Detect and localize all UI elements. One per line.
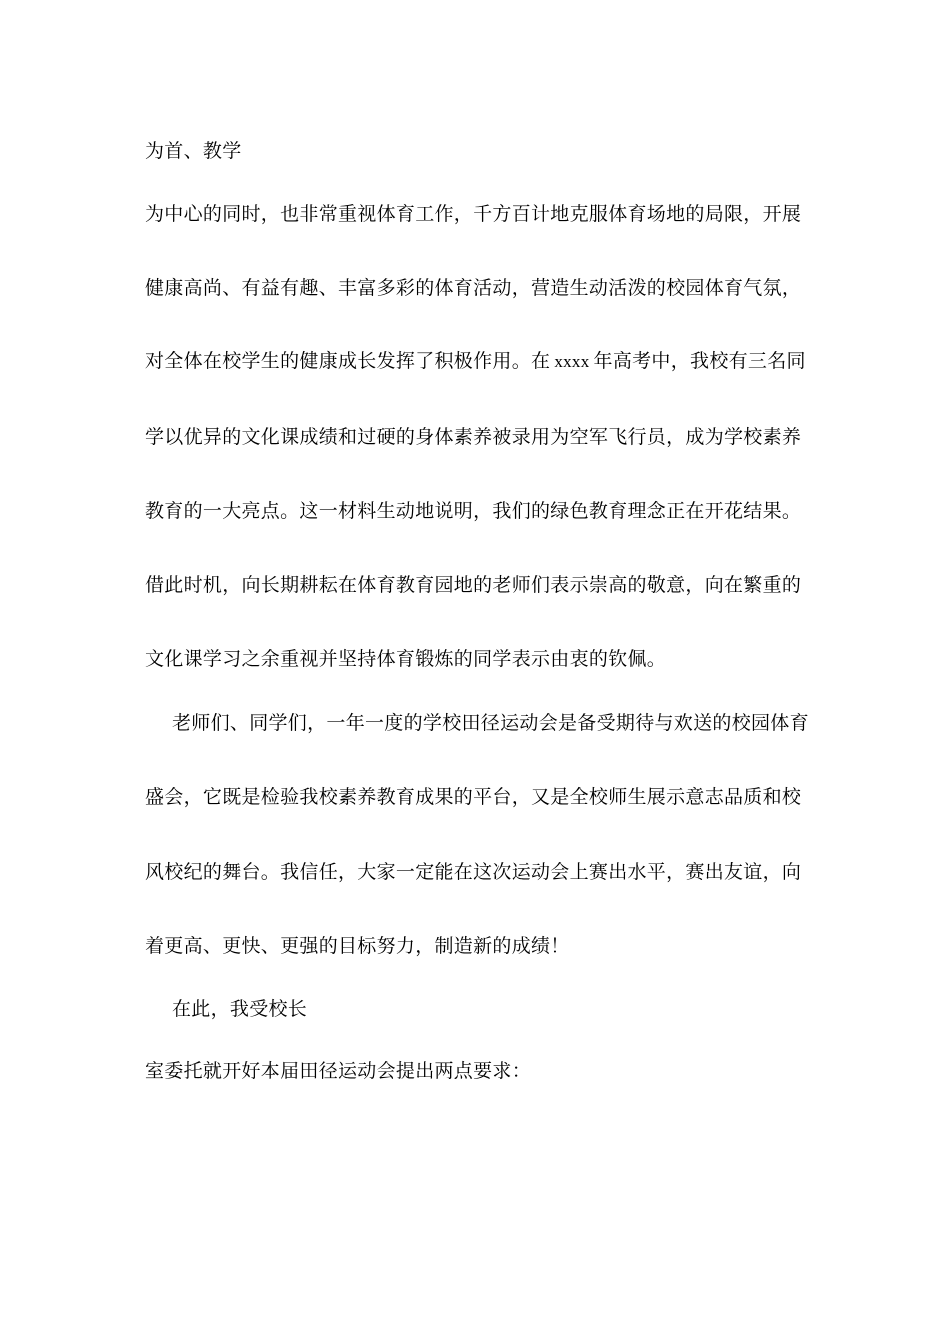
text-line-5: 学以优异的文化课成绩和过硬的身体素养被录用为空军飞行员，成为学校素养 <box>145 426 802 448</box>
text-line-7: 借此时机，向长期耕耘在体育教育园地的老师们表示崇高的敬意，向在繁重的 <box>145 574 802 596</box>
text-line-1: 为首、教学 <box>145 140 242 162</box>
text-line-12: 着更高、更快、更强的目标努力，制造新的成绩！ <box>145 935 570 957</box>
year-placeholder: xxxx <box>554 352 590 371</box>
text-line-13: 在此，我受校长 <box>172 998 308 1020</box>
text-line-6: 教育的一大亮点。这一材料生动地说明，我们的绿色教育理念正在开花结果。 <box>145 500 802 522</box>
text-line-4 <box>145 348 825 375</box>
text-line-10: 盛会，它既是检验我校素养教育成果的平台，又是全校师生展示意志品质和校 <box>145 786 802 808</box>
text-line-8: 文化课学习之余重视并坚持体育锻炼的同学表示由衷的钦佩。 <box>145 648 667 670</box>
text-line-14: 室委托就开好本届田径运动会提出两点要求： <box>145 1060 532 1082</box>
text-line-9: 老师们、同学们，一年一度的学校田径运动会是备受期待与欢送的校园体育 <box>172 712 809 734</box>
text-line-11: 风校纪的舞台。我信任，大家一定能在这次运动会上赛出水平，赛出友谊，向 <box>145 861 802 883</box>
text-line-3: 健康高尚、有益有趣、丰富多彩的体育活动，营造生动活泼的校园体育气氛， <box>145 277 802 299</box>
text-segment: 年高考中，我校有三名同 <box>593 350 806 372</box>
text-segment: 对全体在校学生的健康成长发挥了积极作用。在 <box>145 350 551 372</box>
text-line-2: 为中心的同时，也非常重视体育工作，千方百计地克服体育场地的局限，开展 <box>145 203 802 225</box>
